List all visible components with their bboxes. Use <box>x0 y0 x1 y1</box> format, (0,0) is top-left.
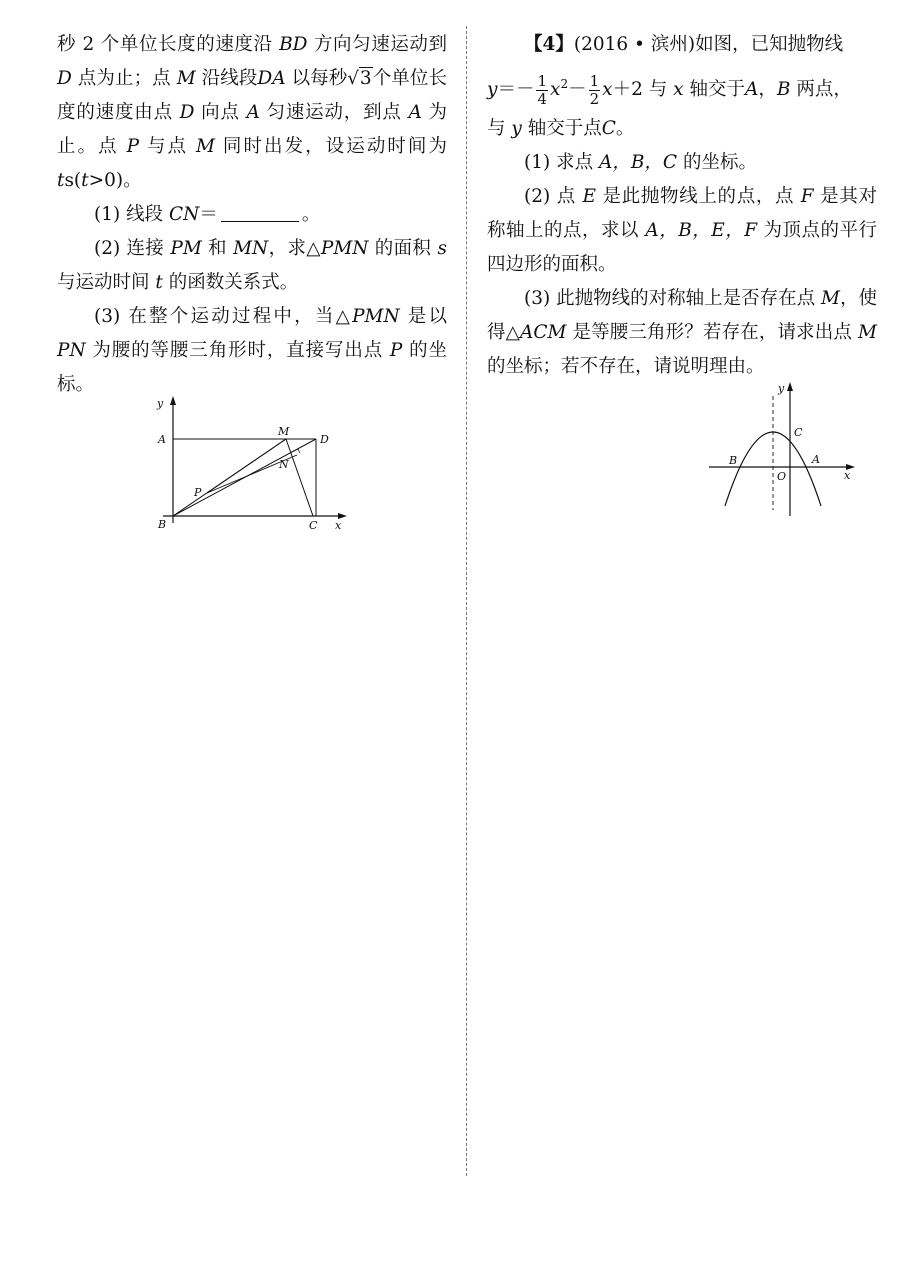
text-run: 轴交于点 <box>521 118 602 140</box>
var-y: y <box>511 118 522 140</box>
text-run: 与点 <box>139 136 197 157</box>
text-run: 与 <box>487 118 512 140</box>
figure-rectangle-diagram <box>145 393 360 538</box>
text-run: 的函数关系式。 <box>162 272 299 293</box>
point-p: P <box>389 340 403 361</box>
text-run: (3) 此抛物线的对称轴上是否存在点 <box>524 288 822 310</box>
text-run: (3) 在整个运动过程中，当△ <box>94 306 353 327</box>
text-run: 的坐标。 <box>677 152 757 174</box>
point-f: F <box>800 186 814 208</box>
point-p: P <box>126 136 140 157</box>
text-run: 为止。点 <box>57 102 448 157</box>
label-y: y <box>778 382 785 395</box>
y-axis-arrow <box>787 382 793 391</box>
fraction-one-half <box>589 73 601 108</box>
text-run: ＋2 与 <box>612 79 674 101</box>
text-run: 匀速运动，到点 <box>259 102 409 123</box>
segment-cn: CN <box>168 204 200 225</box>
problem-text <box>57 28 447 198</box>
label-o: O <box>777 470 787 483</box>
text-run: ， <box>758 79 777 101</box>
numerator: 1 <box>589 71 600 90</box>
left-column <box>57 28 447 402</box>
label-m: M <box>278 425 290 438</box>
text-run: 的坐标；若不存在，请说明理由。 <box>487 356 765 378</box>
problem-header <box>487 28 877 62</box>
answer-blank <box>221 203 299 222</box>
right-column <box>487 28 877 384</box>
var-x: x <box>602 79 613 101</box>
point-m: M <box>176 68 196 89</box>
question-2 <box>487 180 877 282</box>
text-run: ＝ <box>199 204 218 225</box>
point-d: D <box>57 68 72 89</box>
text-run: 是此抛物线上的点，点 <box>596 186 801 208</box>
point-d: D <box>179 102 195 123</box>
text-run: 以每秒 <box>285 68 348 89</box>
point-a: A <box>408 102 422 123</box>
denominator: 4 <box>537 89 548 108</box>
text-run: 个单位长度的速度由点 <box>57 68 447 123</box>
point-c: C <box>601 118 616 140</box>
var-s: s <box>437 238 448 259</box>
text-run: 同时出发，设运动时间为 <box>215 136 447 157</box>
figure-parabola <box>705 378 865 520</box>
text-run: 的面积 <box>368 238 438 259</box>
label-a: A <box>158 433 166 446</box>
text-run: 是其对称轴上的点，求以 <box>487 186 878 242</box>
label-c: C <box>794 426 803 439</box>
text-run: 和 <box>201 238 234 259</box>
sqrt-radicand: 3 <box>359 68 372 89</box>
y-axis-arrow <box>170 396 176 405</box>
fraction-one-quarter <box>536 73 548 108</box>
triangle-pmn: PMN <box>352 306 400 327</box>
numerator: 1 <box>537 71 548 90</box>
segment-mc <box>286 439 313 516</box>
text-run: >0)。 <box>88 170 142 191</box>
text-run: 是等腰三角形？若存在，请求出点 <box>566 322 859 344</box>
question-2 <box>57 232 447 300</box>
text-run: ，求△ <box>268 238 321 259</box>
intro-line-3 <box>487 112 877 146</box>
text-run: ＝－ <box>497 79 535 101</box>
text-run: (2) 连接 <box>94 238 171 259</box>
segment-bd: BD <box>279 34 308 55</box>
text-run: s( <box>64 170 82 191</box>
point-m: M <box>858 322 877 344</box>
text-run: (1) 线段 <box>94 204 169 225</box>
exponent: 2 <box>560 77 569 91</box>
segment-pn: PN <box>57 340 86 361</box>
text-run: 两点， <box>790 79 852 101</box>
text-run: 沿线段 <box>195 68 258 89</box>
segment-pm: PM <box>170 238 202 259</box>
label-c: C <box>309 519 318 532</box>
text-run: － <box>568 79 587 101</box>
label-b: B <box>158 518 167 531</box>
segment-pm <box>207 439 286 493</box>
question-1 <box>57 198 447 232</box>
text-run: 如图，已知抛物线 <box>695 34 844 55</box>
point-b: B <box>776 79 791 101</box>
text-run: 。 <box>301 204 321 225</box>
text-run: 为腰的等腰三角形时，直接写出点 <box>85 340 390 361</box>
point-a: A <box>744 79 759 101</box>
text-run: 是以 <box>399 306 447 327</box>
text-run: 。 <box>615 118 635 140</box>
label-x: x <box>844 469 851 482</box>
question-1 <box>487 146 877 180</box>
var-x: x <box>673 79 684 101</box>
point-m: M <box>196 136 215 157</box>
text-run: 为顶点的平行四边形的面积。 <box>487 220 877 276</box>
denominator: 2 <box>589 89 600 108</box>
label-x: x <box>335 519 342 532</box>
var-t: t <box>81 170 89 191</box>
label-b: B <box>729 454 738 467</box>
text-run: 方向匀速运动到 <box>307 34 447 55</box>
label-p: P <box>194 486 202 499</box>
label-a: A <box>812 453 820 466</box>
var-t: t <box>155 272 163 293</box>
equation-line <box>487 62 877 112</box>
text-run: (1) 求点 <box>524 152 599 174</box>
question-3 <box>487 282 877 384</box>
point-a: A <box>246 102 260 123</box>
label-n: N <box>279 458 289 471</box>
points-abef: A，B，E，F <box>645 220 758 242</box>
text-run: ，使得△ <box>487 288 877 344</box>
text-run: (2) 点 <box>524 186 583 208</box>
text-run: 与运动时间 <box>57 272 156 293</box>
var-y: y <box>487 79 498 101</box>
var-x: x <box>550 79 561 101</box>
right-angle-mark <box>294 449 300 453</box>
var-t: t <box>57 170 65 191</box>
triangle-pmn: PMN <box>320 238 369 259</box>
text-run: 轴交于 <box>683 79 745 101</box>
text-run: 点为止；点 <box>71 68 177 89</box>
segment-mn: MN <box>233 238 269 259</box>
triangle-acm: ACM <box>520 322 567 344</box>
points-abc: A，B，C <box>598 152 678 174</box>
sqrt-symbol: √ <box>347 68 359 89</box>
problem-source: (2016 • 滨州) <box>573 34 696 55</box>
problem-number: 【4】 <box>524 34 574 55</box>
point-e: E <box>582 186 596 208</box>
label-d: D <box>320 433 329 446</box>
label-y: y <box>157 397 164 410</box>
text-run: 的坐标。 <box>57 340 447 395</box>
segment-da: DA <box>257 68 286 89</box>
text-run: 向点 <box>194 102 247 123</box>
point-m: M <box>821 288 840 310</box>
question-3 <box>57 300 447 402</box>
text-run: 秒 2 个单位长度的速度沿 <box>57 34 280 55</box>
column-divider <box>466 26 467 1176</box>
